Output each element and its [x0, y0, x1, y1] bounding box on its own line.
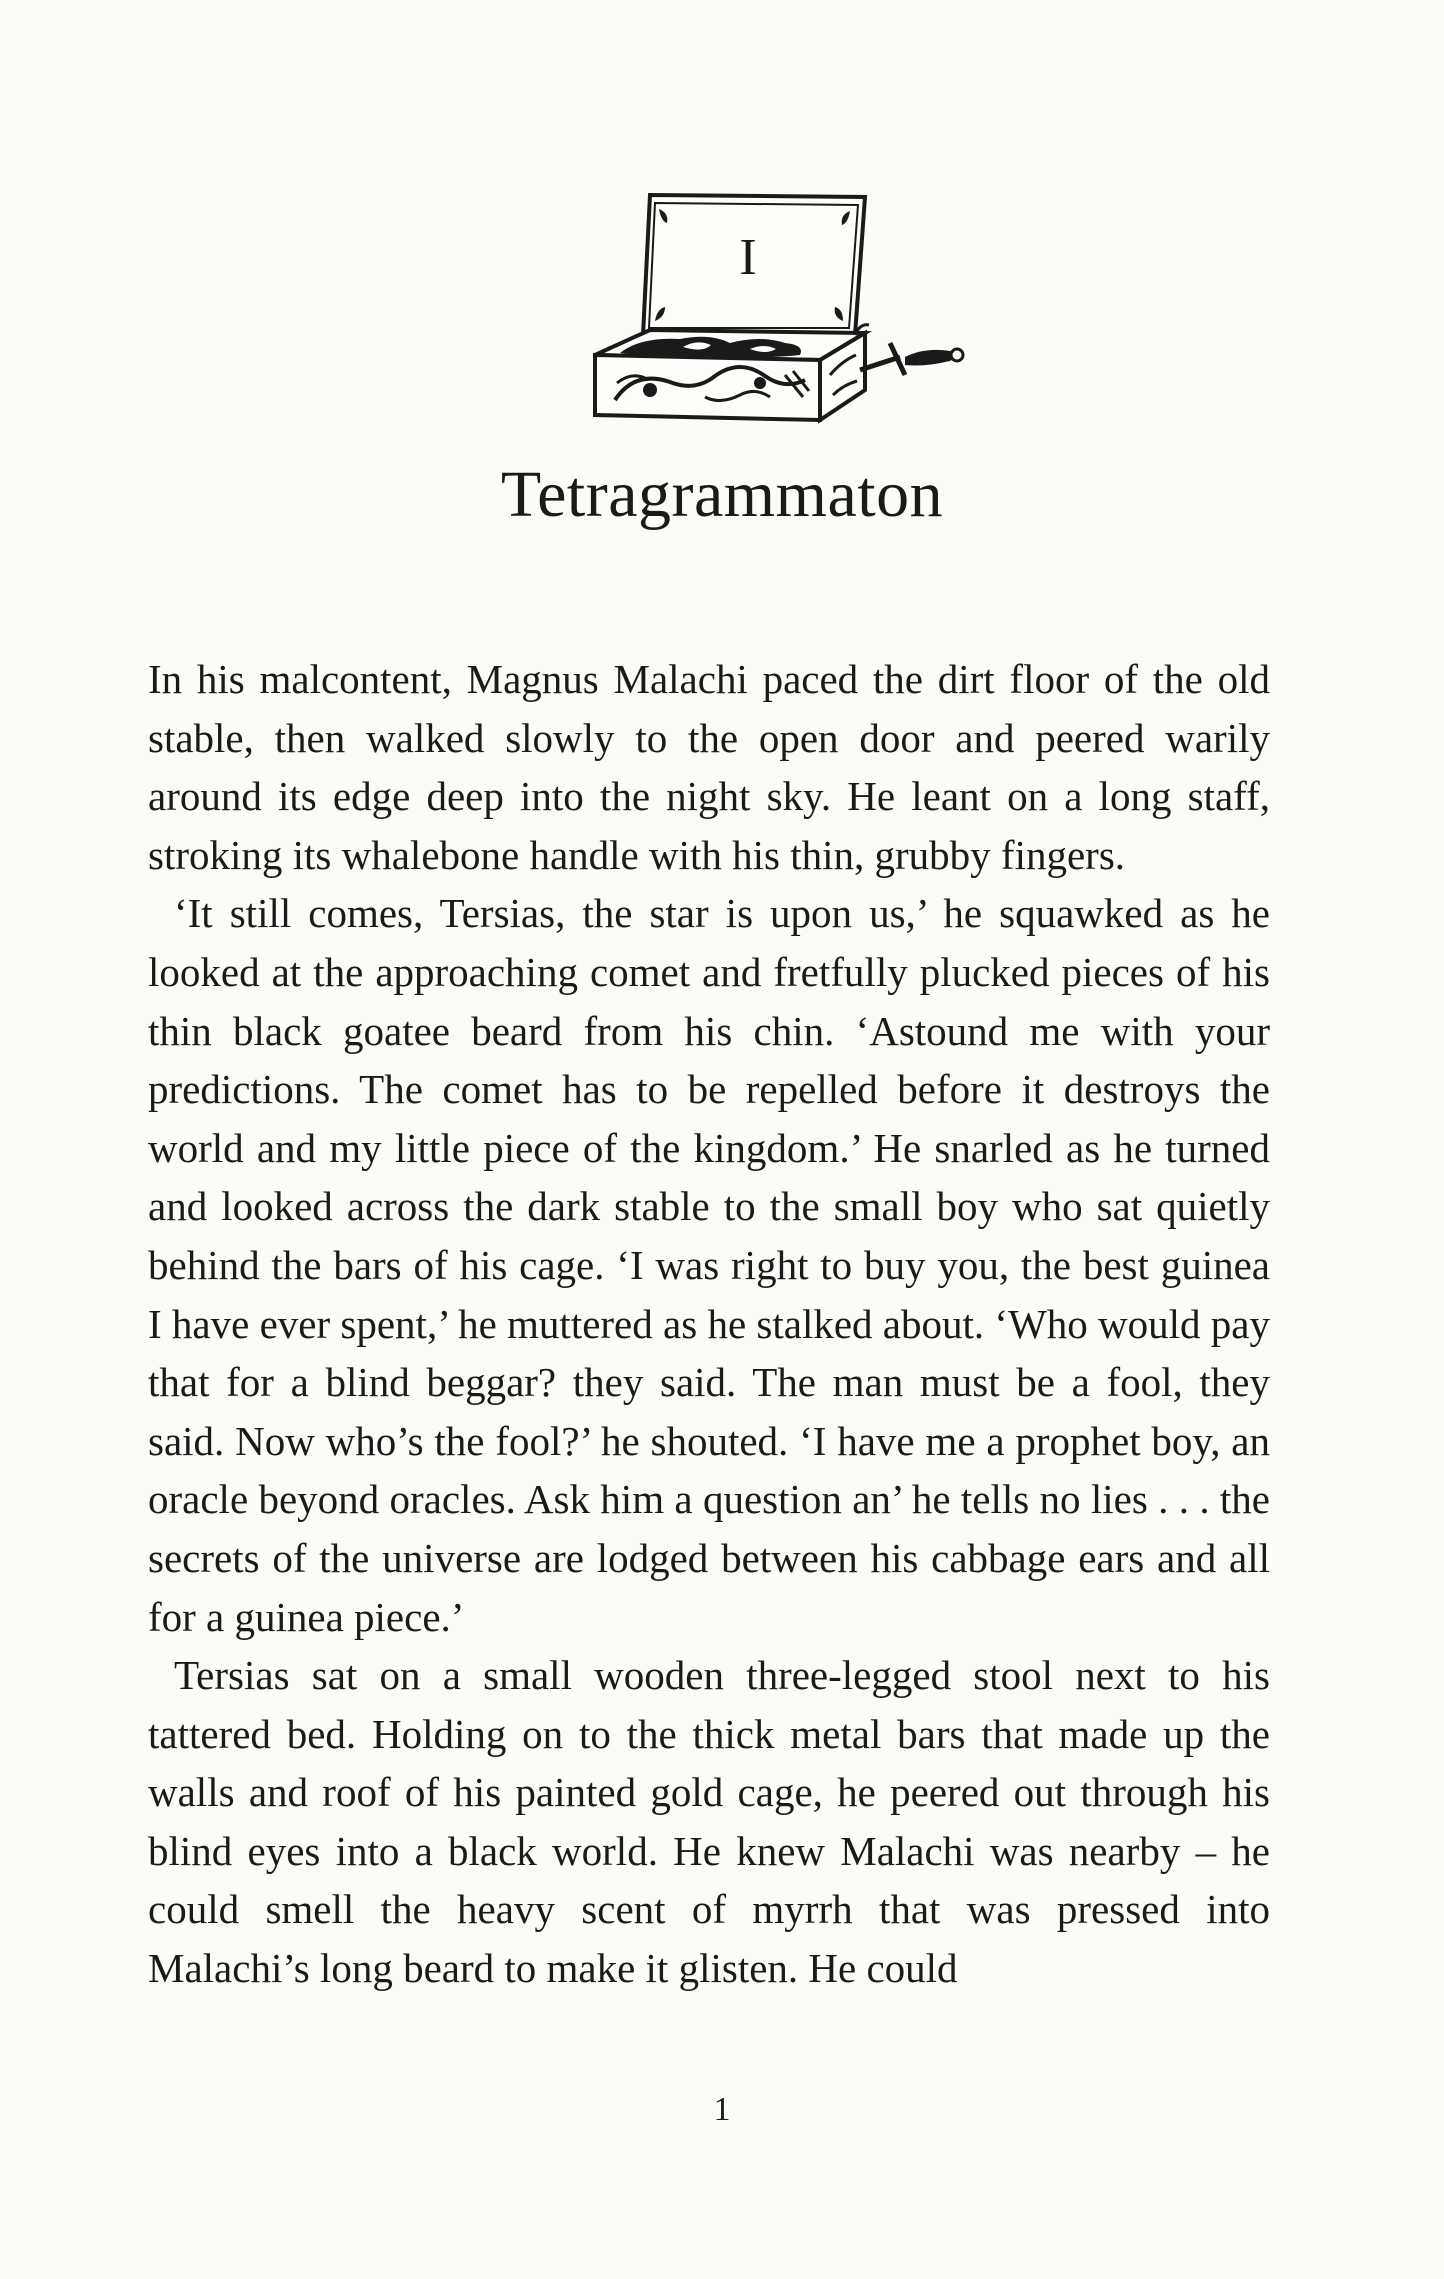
chapter-number: I [739, 229, 757, 286]
paragraph-3: Tersias sat on a small wooden three-legged stool next to his tattered bed. Holding on to the thick metal bars that made up the walls and roof of his painted gold cage, he peered out through his blind eyes into a black world. He knew Malachi was nearby – he could smell the heavy scent of myrrh that was pressed into Malachi’s long beard to make it glisten. He could [148, 1652, 1270, 1992]
chapter-title: Tetragrammaton [500, 458, 944, 531]
chapter-body [148, 650, 1270, 1998]
paragraph-1: In his malcontent, Magnus Malachi paced the dirt floor of the old stable, then walked slowly to the open door and peered warily around its edge deep into the night sky. He leant on a long staff, stroking its whalebone handle with his thin, grubby fingers. [148, 656, 1270, 878]
chapter-ornament-box-illustration [555, 185, 975, 445]
page-number: 1 [713, 2091, 731, 2128]
paragraph-2: ‘It still comes, Tersias, the star is upon us,’ he squawked as he looked at the approaching comet and fretfully plucked pieces of his thin black goatee beard from his chin. ‘Astound me with your predictions. The comet has to be repelled before it destroys the world and my little piece of the kingdom.’ He snarled as he turned and looked across the dark stable to the small boy who sat quietly behind the bars of his cage. ‘I was right to buy you, the best guinea I have ever spent,’ he muttered as he stalked about. ‘Who would pay that for a blind beggar? they said. The man must be a fool, they said. Now who’s the fool?’ he shouted. ‘I have me a prophet boy, an oracle beyond oracles. Ask him a question an’ he tells no lies . . . the secrets of the universe are lodged between his cabbage ears and all for a guinea piece.’ [148, 890, 1270, 1640]
